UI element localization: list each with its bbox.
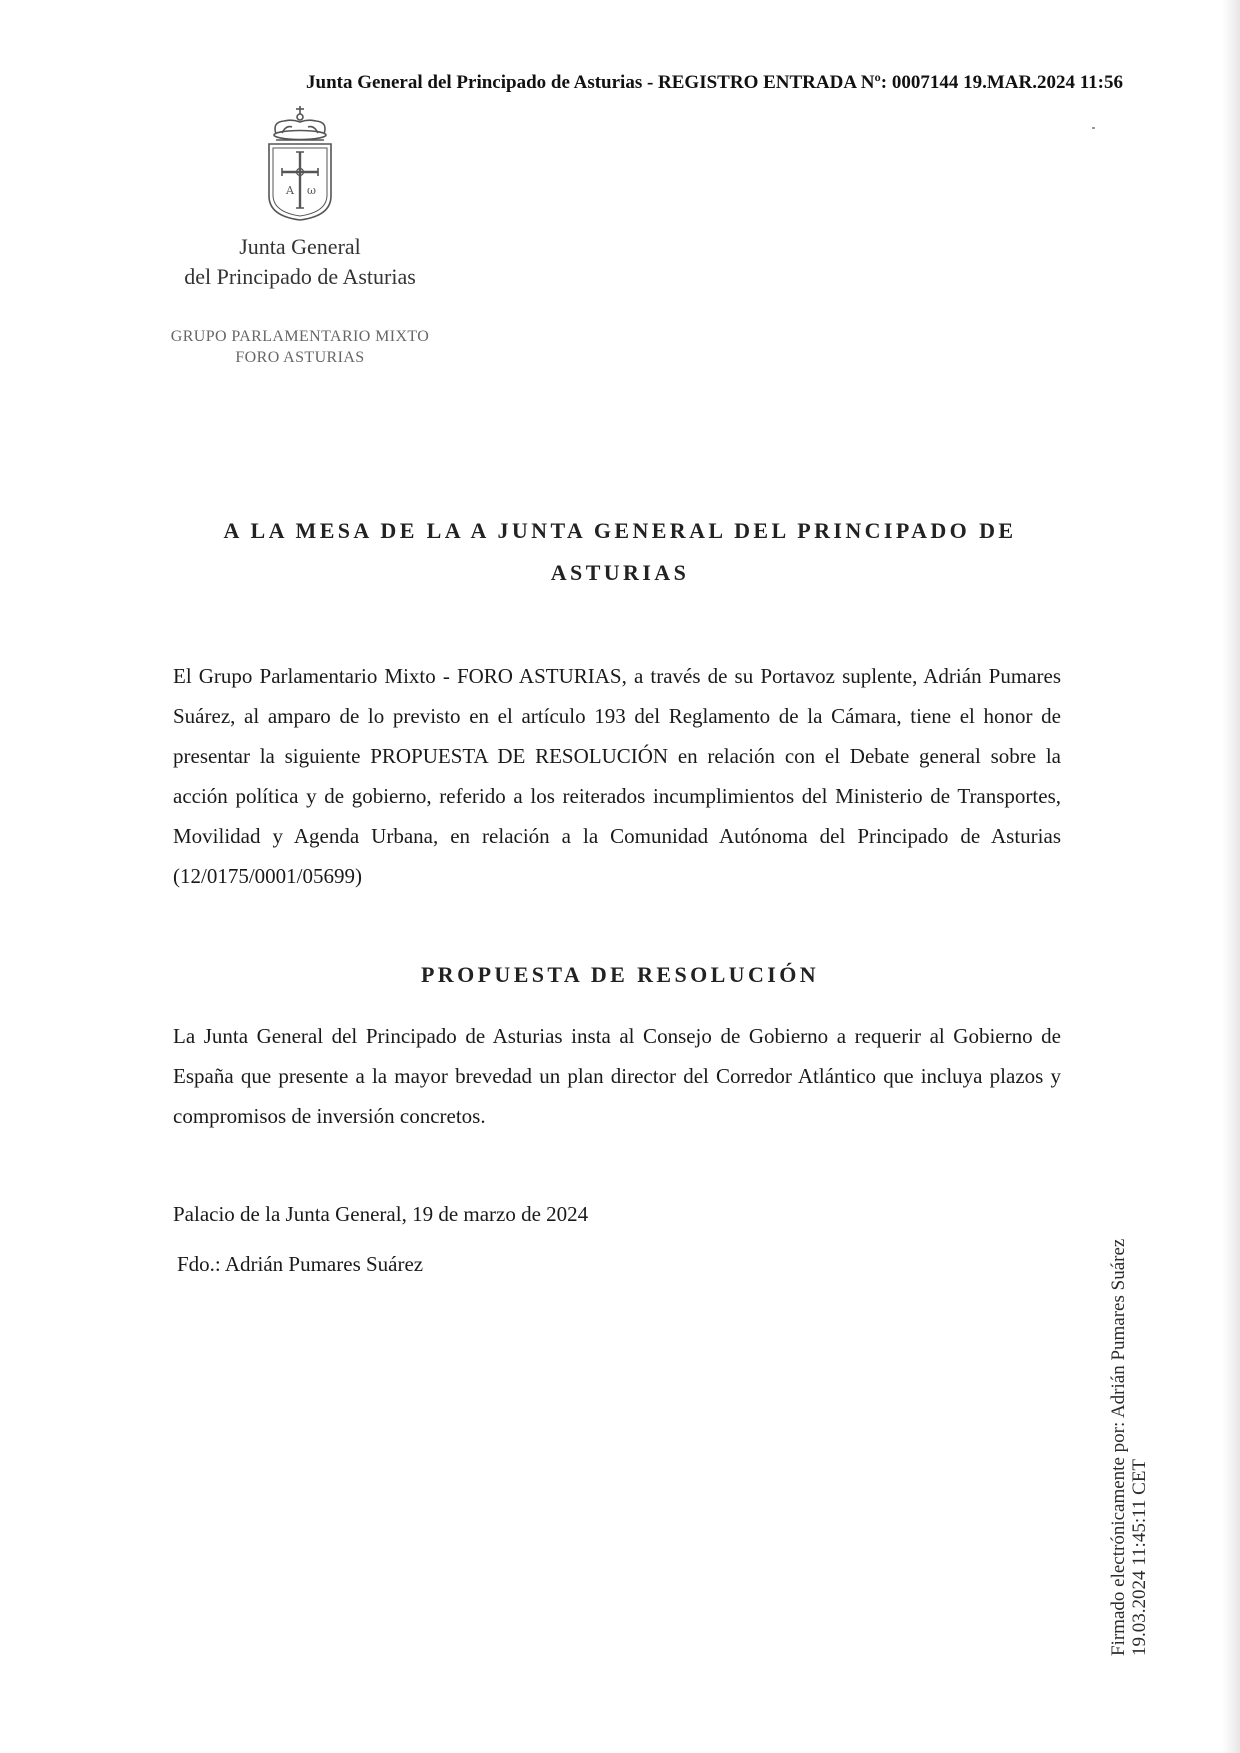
group-line-2: FORO ASTURIAS bbox=[235, 349, 365, 366]
institution-name bbox=[150, 232, 450, 292]
electronic-signature-stamp bbox=[1108, 1236, 1168, 1656]
svg-text:ω: ω bbox=[307, 184, 316, 197]
coat-of-arms-icon bbox=[262, 104, 338, 222]
scan-speck bbox=[1092, 127, 1095, 129]
group-line-1: GRUPO PARLAMENTARIO MIXTO bbox=[170, 328, 430, 345]
section-title: PROPUESTA DE RESOLUCIÓN bbox=[420, 962, 820, 987]
place-and-date: Palacio de la Junta General, 19 de marzo de 2024 bbox=[173, 1202, 589, 1226]
esig-line-1: Firmado electrónicamente por: Adrián Pumares Suárez bbox=[1108, 1238, 1129, 1656]
esig-line-2: 19.03.2024 11:45:11 CET bbox=[1129, 1458, 1150, 1656]
addressee-line-1: A LA MESA DE LA A JUNTA GENERAL DEL PRINCIPADO DE bbox=[223, 518, 1017, 543]
resolution-paragraph: La Junta General del Principado de Asturias insta al Consejo de Gobierno a requerir al Gobierno de España que presente a la mayor brevedad un plan director del Corredor Atlántico que incluya plazos y compromisos de inversión concretos. bbox=[173, 1024, 1061, 1128]
signatory: Fdo.: Adrián Pumares Suárez bbox=[177, 1252, 424, 1276]
registration-stamp: Junta General del Principado de Asturias - REGISTRO ENTRADA Nº: 0007144 19.MAR.2024 11:56 bbox=[306, 72, 1123, 93]
institution-line-2: del Principado de Asturias bbox=[184, 264, 416, 289]
parliamentary-group bbox=[130, 326, 470, 368]
svg-text:A: A bbox=[286, 184, 294, 197]
page-edge-shadow bbox=[1222, 0, 1240, 1753]
addressee-line-2: ASTURIAS bbox=[550, 560, 690, 585]
institution-line-1: Junta General bbox=[239, 234, 361, 259]
addressee-heading bbox=[160, 510, 1080, 594]
body-paragraph: El Grupo Parlamentario Mixto - FORO ASTURIAS, a través de su Portavoz suplente, Adrián Pumares Suárez, al amparo de lo previsto en el artículo 193 del Reglamento de la Cámara, tiene el honor de presentar la siguiente PROPUESTA DE RESOLUCIÓN en relación con el Debate general sobre la acción política y de gobierno, referido a los reiterados incumplimientos del Ministerio de Transportes, Movilidad y Agenda Urbana, en relación a la Comunidad Autónoma del Principado de Asturias (12/0175/0001/05699) bbox=[173, 664, 1061, 888]
